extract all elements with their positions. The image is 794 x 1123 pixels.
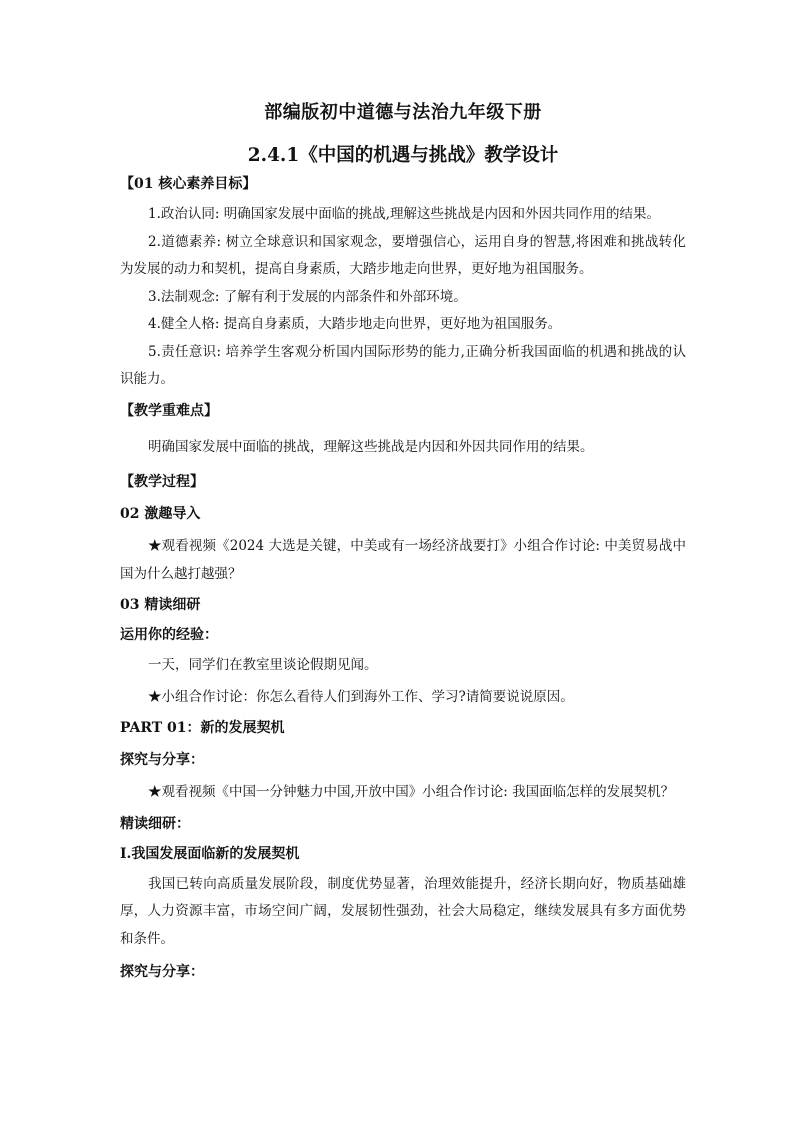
point1-text: 我国已转向高质量发展阶段，制度优势显著，治理效能提升，经济长期向好，物质基础雄厚，人力资源丰富，市场空间广阔，发展韧性强劲，社会大局稳定，继续发展具有多方面优势和条件。 [120, 875, 686, 947]
goal-item-2: 2.道德素养: 树立全球意识和国家观念，要增强信心，运用自身的智慧,将困难和挑战转化为发展的动力和契机，提高自身素质，大踏步地走向世界，更好地为祖国服务。 [120, 233, 686, 277]
key-points-heading: 【教学重难点】 [120, 402, 218, 419]
goal-item-1: 1.政治认同: 明确国家发展中面临的挑战,理解这些挑战是内因和外因共同作用的结果。 [148, 206, 661, 222]
reading-heading: 03 精读细研 [120, 597, 201, 613]
point1-heading: Ⅰ.我国发展面临新的发展契机 [120, 845, 300, 862]
process-heading: 【教学过程】 [120, 474, 204, 490]
experience-text-2: ★小组合作讨论：你怎么看待人们到海外工作、学习?请简要说说原因。 [148, 688, 574, 705]
part1-heading: PART 01：新的发展契机 [120, 720, 285, 736]
document-title: 部编版初中道德与法治九年级下册 [264, 102, 542, 123]
explore-heading-2: 探究与分享： [120, 964, 204, 980]
intro-text: ★观看视频《2024 大选是关键，中美或有一场经济战要打》小组合作讨论: 中美贸易战中国为什么越打越强？ [120, 538, 686, 582]
explore-text: ★观看视频《中国一分钟魅力中国,开放中国》小组合作讨论: 我国面临怎样的发展契机？ [148, 784, 675, 800]
document-page [120, 98, 686, 985]
intro-heading: 02 激趣导入 [120, 506, 201, 522]
explore-heading: 探究与分享： [120, 752, 204, 768]
goal-item-5: 5.责任意识: 培养学生客观分析国内国际形势的能力,正确分析我国面临的机遇和挑战的认识能力。 [120, 343, 686, 387]
goal-item-3: 3.法制观念: 了解有利于发展的内部条件和外部环境。 [148, 288, 467, 305]
core-goals-heading: 【01 核心素养目标】 [120, 176, 257, 192]
experience-heading: 运用你的经验： [120, 627, 218, 643]
experience-text-1: 一天，同学们在教室里谈论假期见闻。 [148, 657, 378, 673]
key-points-text: 明确国家发展中面临的挑战，理解这些挑战是内因和外因共同作用的结果。 [148, 438, 594, 455]
document-subtitle: 2.4.1《中国的机遇与挑战》教学设计 [247, 145, 559, 166]
goal-item-4: 4.健全人格: 提高自身素质，大踏步地走向世界，更好地为祖国服务。 [148, 316, 562, 332]
study-heading: 精读细研： [120, 815, 190, 832]
